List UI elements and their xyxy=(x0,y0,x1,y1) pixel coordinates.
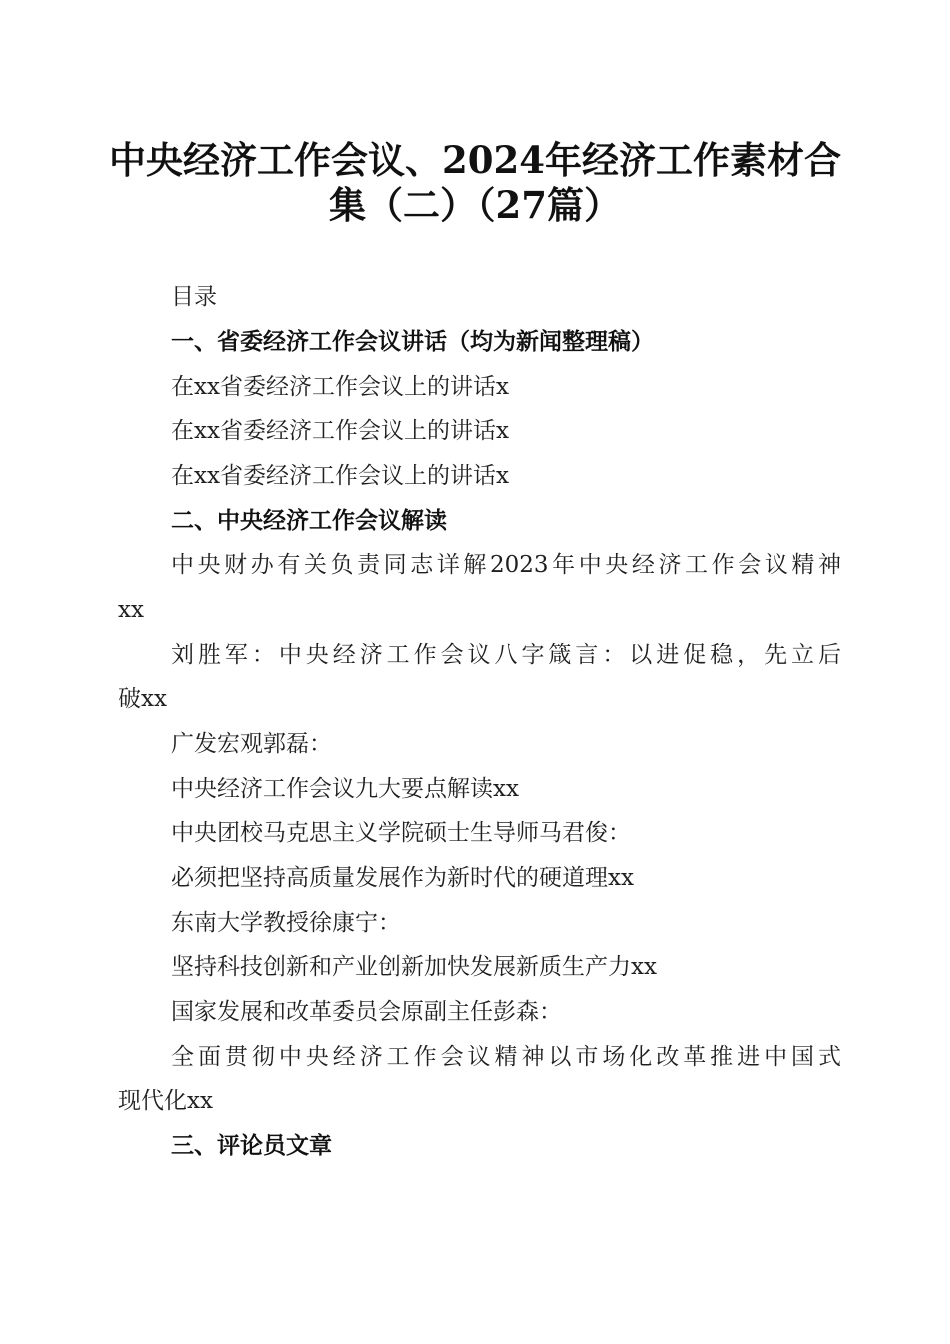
toc-entry: 中央财办有关负责同志详解2023年中央经济工作会议精神 xyxy=(171,552,841,578)
toc-entry: 广发宏观郭磊： xyxy=(171,731,332,757)
toc-entry: 在xx省委经济工作会议上的讲话x xyxy=(171,418,509,444)
document-title-line-2: 集（二）（27篇） xyxy=(329,183,621,227)
section-heading-2: 二、中央经济工作会议解读 xyxy=(171,508,447,534)
toc-entry: 东南大学教授徐康宁： xyxy=(171,910,401,936)
toc-entry: 中央经济工作会议九大要点解读xx xyxy=(171,776,519,802)
section-heading-3: 三、评论员文章 xyxy=(171,1133,332,1159)
toc-entry-continuation: 现代化xx xyxy=(118,1088,213,1114)
toc-entry: 在xx省委经济工作会议上的讲话x xyxy=(171,374,509,400)
toc-entry: 全面贯彻中央经济工作会议精神以市场化改革推进中国式 xyxy=(171,1044,841,1070)
toc-entry: 在xx省委经济工作会议上的讲话x xyxy=(171,463,509,489)
toc-entry: 中央团校马克思主义学院硕士生导师马君俊： xyxy=(171,820,631,846)
toc-label: 目录 xyxy=(171,284,217,310)
toc-entry: 国家发展和改革委员会原副主任彭森： xyxy=(171,999,562,1025)
toc-entry: 坚持科技创新和产业创新加快发展新质生产力xx xyxy=(171,954,657,980)
document-title-line-1: 中央经济工作会议、2024年经济工作素材合 xyxy=(109,138,841,182)
toc-entry-continuation: xx xyxy=(118,597,144,623)
toc-entry-continuation: 破xx xyxy=(118,686,167,712)
toc-entry: 必须把坚持高质量发展作为新时代的硬道理xx xyxy=(171,865,634,891)
section-heading-1: 一、省委经济工作会议讲话（均为新闻整理稿） xyxy=(171,329,654,355)
toc-entry: 刘胜军：中央经济工作会议八字箴言：以进促稳，先立后 xyxy=(171,642,841,668)
